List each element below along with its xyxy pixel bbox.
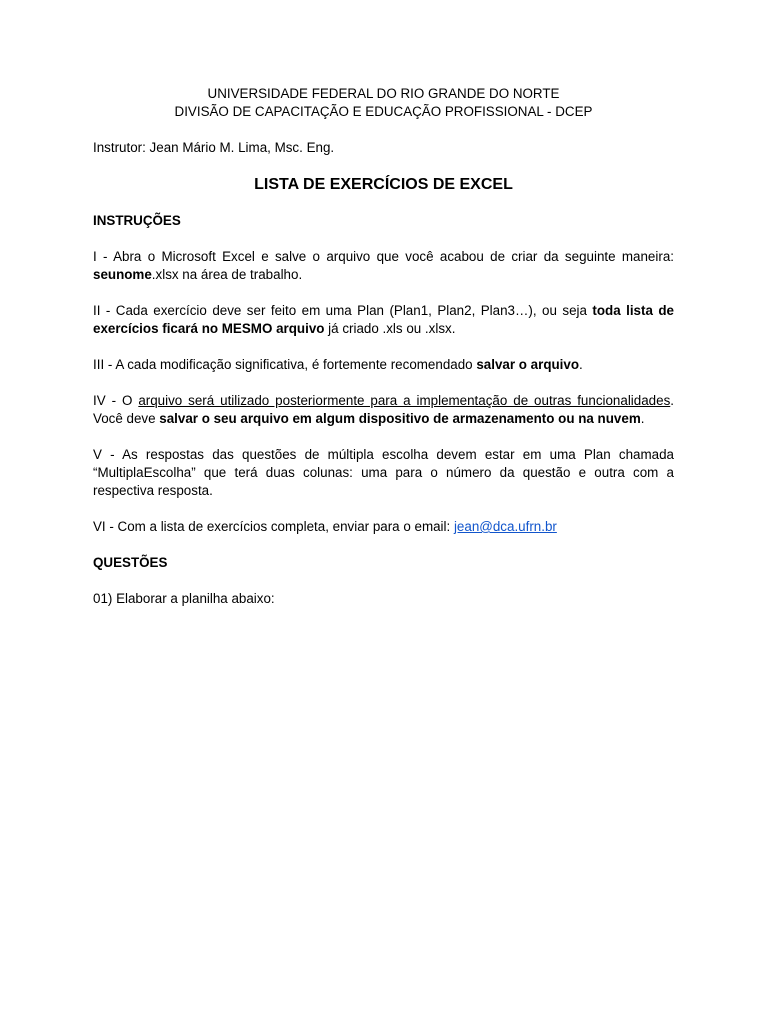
document-title: LISTA DE EXERCÍCIOS DE EXCEL bbox=[254, 176, 513, 193]
questions-heading: QUESTÕES bbox=[93, 555, 168, 570]
instruction-item-5: V - As respostas das questões de múltipla escolha devem estar em uma Plan chamada “MultiplaEscolha” que terá duas colunas: uma para o número da questão e outra com a respectiva resposta. bbox=[93, 447, 674, 498]
instruction-4-underline: arquivo será utilizado posteriormente para a implementação de outras funcionalidades bbox=[138, 393, 671, 408]
instruction-2-text-b: já criado .xls ou .xlsx. bbox=[324, 321, 456, 336]
instruction-4-text-c: . bbox=[640, 411, 645, 426]
instruction-item-3 bbox=[93, 356, 674, 374]
instruction-2-text-a: II - Cada exercício deve ser feito em uma Plan (Plan1, Plan2, Plan3…), ou seja bbox=[93, 303, 593, 318]
question-1: 01) Elaborar a planilha abaixo: bbox=[93, 591, 275, 606]
instruction-item-1 bbox=[93, 248, 674, 284]
instruction-2-bold: toda lista de exercícios ficará no MESMO arquivo bbox=[93, 303, 674, 336]
instruction-1-bold: seunome bbox=[93, 267, 152, 282]
university-name: UNIVERSIDADE FEDERAL DO RIO GRANDE DO NORTE bbox=[207, 86, 560, 101]
document-header bbox=[93, 85, 674, 121]
instruction-4-bold: salvar o seu arquivo em algum dispositivo de armazenamento ou na nuvem bbox=[159, 411, 641, 426]
email-link[interactable]: jean@dca.ufrn.br bbox=[453, 519, 557, 534]
document-body bbox=[93, 85, 674, 608]
instructions-heading: INSTRUÇÕES bbox=[93, 213, 181, 228]
instruction-item-4 bbox=[93, 392, 674, 428]
instructor-line: Instrutor: Jean Mário M. Lima, Msc. Eng. bbox=[93, 140, 335, 155]
instruction-1-text-b: .xlsx na área de trabalho. bbox=[151, 267, 303, 282]
instruction-item-6 bbox=[93, 518, 674, 536]
instruction-4-text-a: IV - O bbox=[93, 393, 139, 408]
instruction-3-text-b: . bbox=[579, 357, 583, 372]
division-name: DIVISÃO DE CAPACITAÇÃO E EDUCAÇÃO PROFISSIONAL - DCEP bbox=[174, 104, 593, 119]
instruction-3-text-a: III - A cada modificação significativa, é fortemente recomendado bbox=[93, 357, 477, 372]
instruction-4-text-b: . Você deve bbox=[93, 393, 674, 426]
instruction-item-2 bbox=[93, 302, 674, 338]
instruction-3-bold: salvar o arquivo bbox=[476, 357, 580, 372]
instruction-1-text-a: I - Abra o Microsoft Excel e salve o arquivo que você acabou de criar da seguinte maneira: bbox=[93, 249, 674, 264]
instruction-6-text-a: VI - Com a lista de exercícios completa, enviar para o email: bbox=[93, 519, 454, 534]
